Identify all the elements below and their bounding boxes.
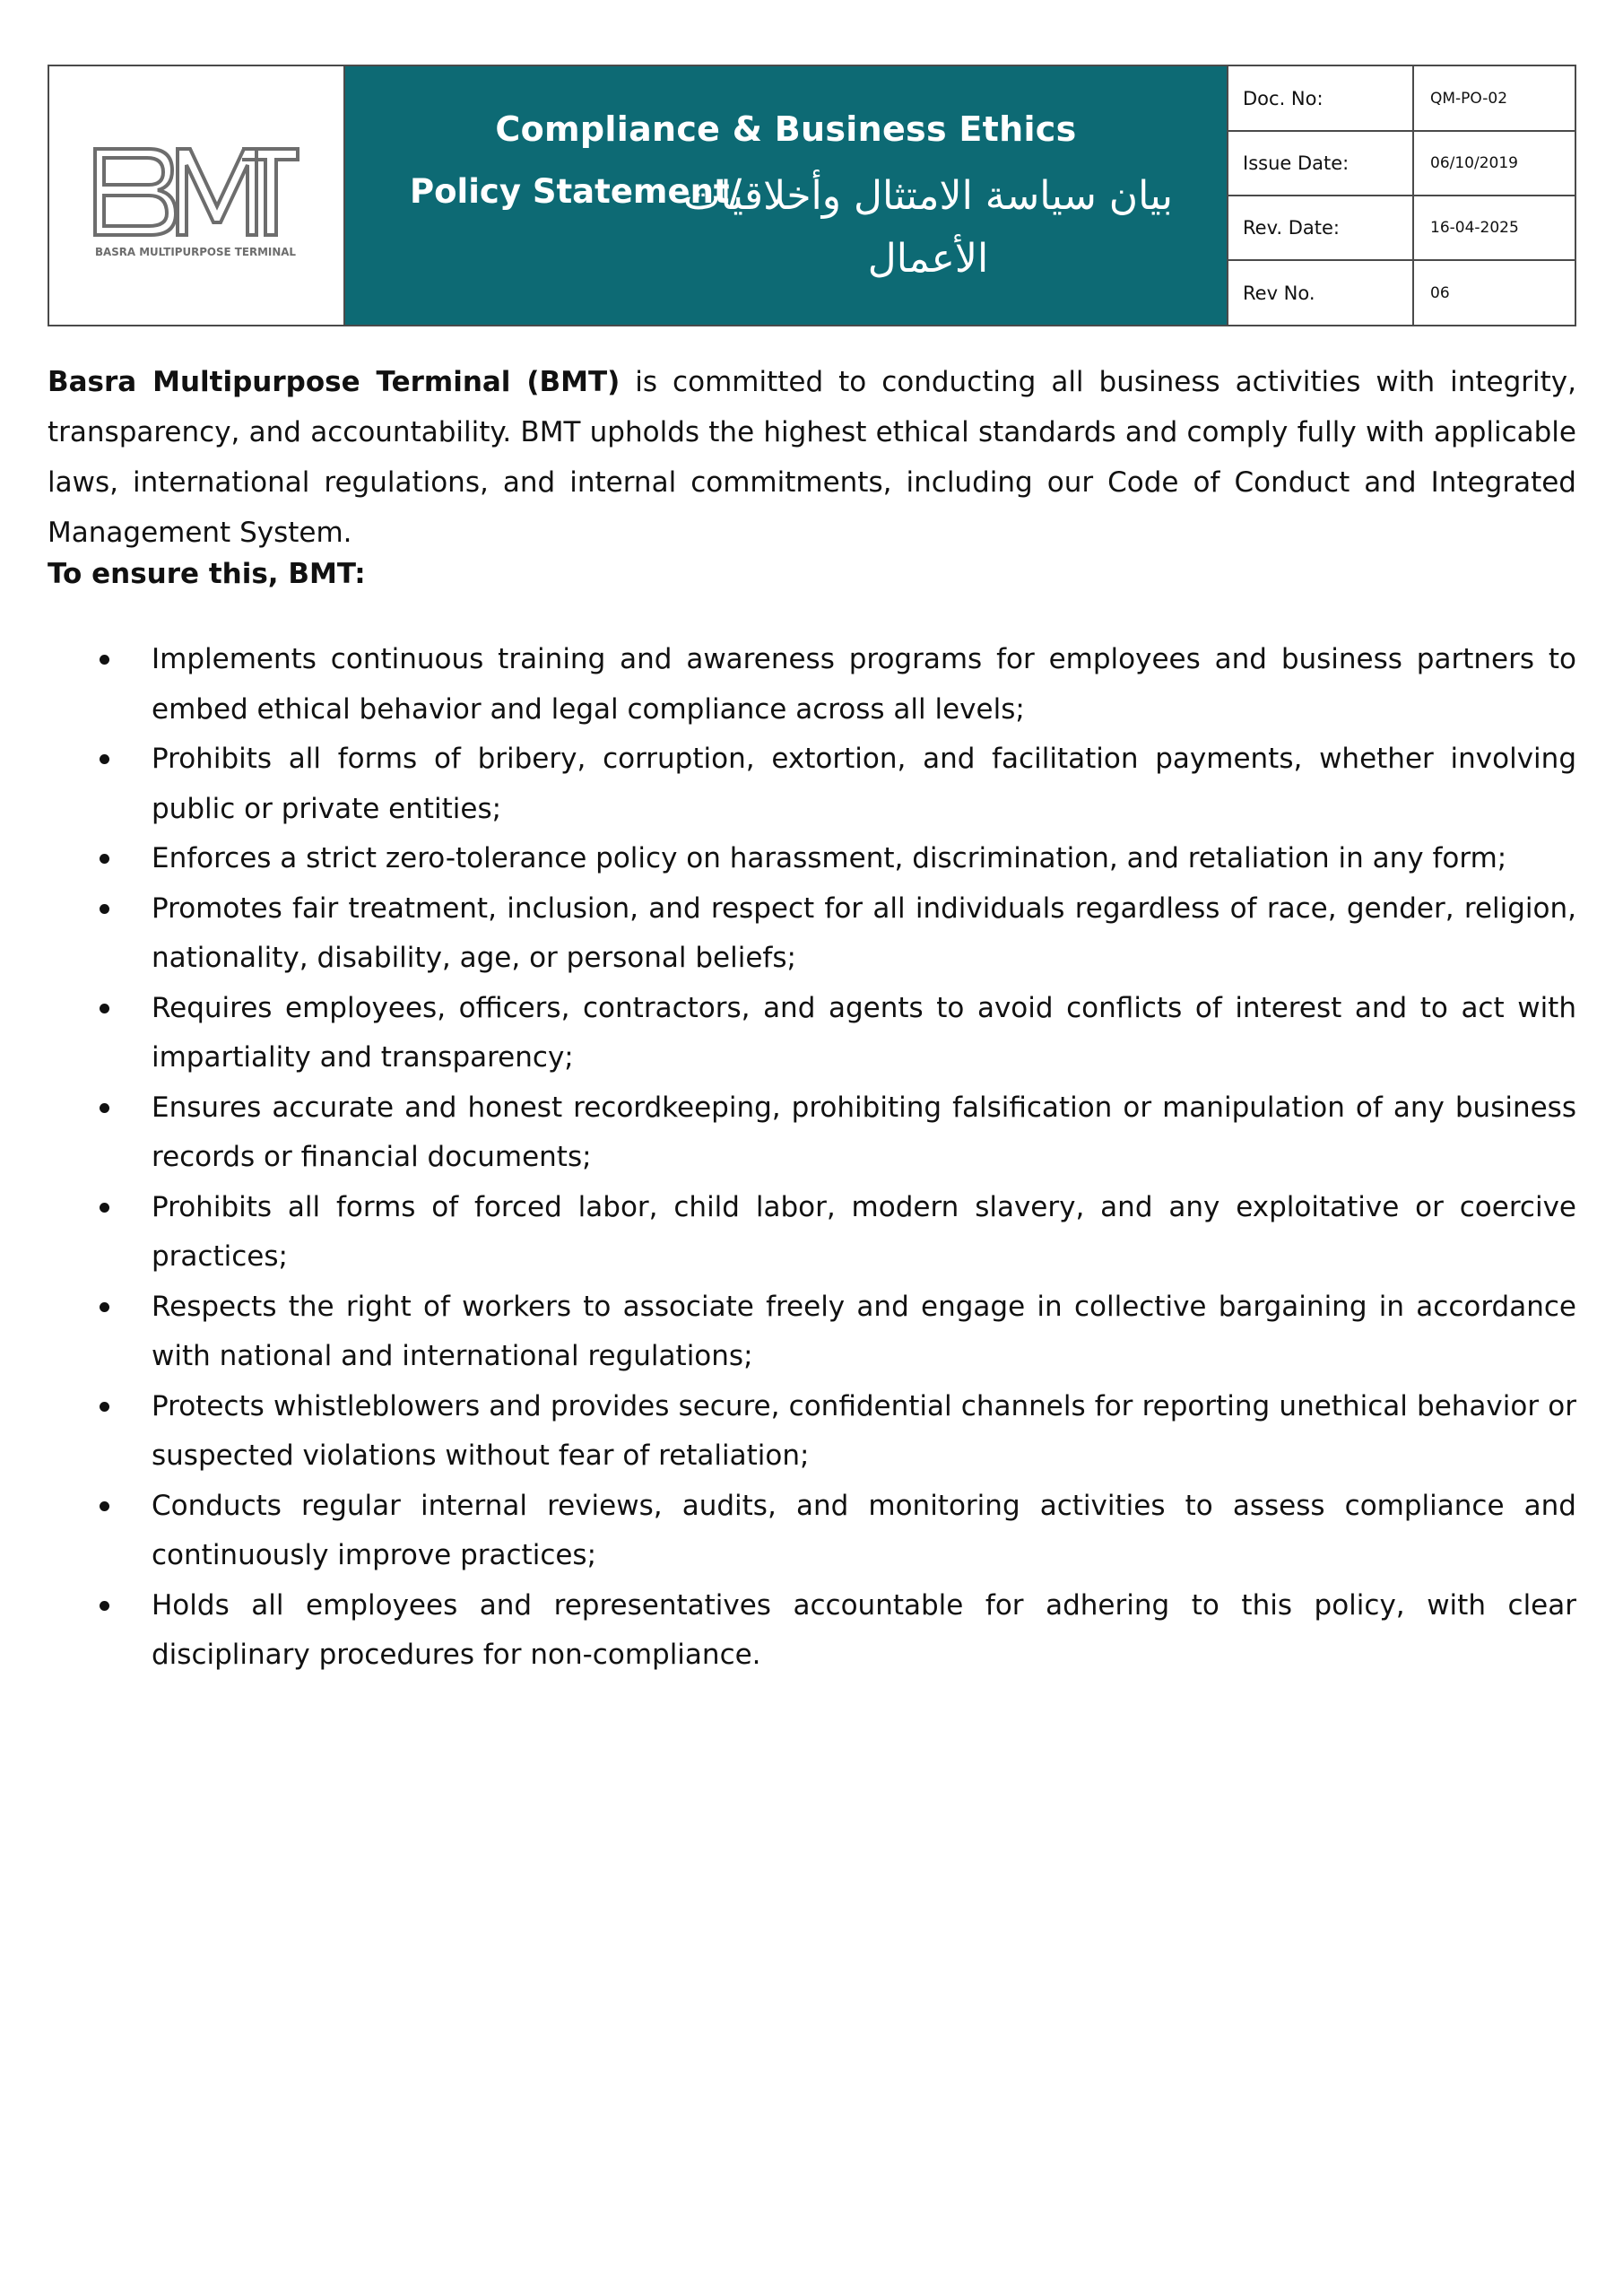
list-item <box>48 1283 1576 1382</box>
document-header <box>48 65 1576 326</box>
document-meta <box>1227 66 1575 325</box>
policy-subtitle: Policy Statement/ <box>410 172 742 211</box>
policy-title: Compliance & Business Ethics <box>495 109 1077 149</box>
list-item-text: Requires employees, officers, contractors, and agents to avoid conflicts of interest and to act with impartiality and transparency; <box>152 991 1576 1074</box>
intro-text: is committed to conducting all business activities with integrity, transparency, and accountability. BMT upholds the highest ethical standards and comply fully with applicable laws, international regulations, and internal commitments, including our Code of Conduct and Integrated Management System. <box>48 366 1576 549</box>
meta-row-rev-no <box>1228 260 1575 325</box>
bullet-icon <box>100 1302 109 1312</box>
logo-subtitle: BASRA MULTIPURPOSE TERMINAL <box>95 245 297 258</box>
title-cell <box>345 66 1227 325</box>
list-item <box>48 1482 1576 1581</box>
bullet-icon <box>100 1402 109 1412</box>
bullet-icon <box>100 1103 109 1113</box>
list-item <box>48 984 1576 1083</box>
meta-value: 06/10/2019 <box>1413 131 1575 196</box>
intro-paragraph <box>48 357 1576 558</box>
list-item-text: Protects whistleblowers and provides secure, confidential channels for reporting unethical behavior or suspected violations without fear of retaliation; <box>152 1389 1576 1472</box>
list-item <box>48 884 1576 984</box>
list-item-text: Prohibits all forms of bribery, corruption, extortion, and facilitation payments, whether involving public or private entities; <box>152 743 1576 825</box>
list-item <box>48 735 1576 834</box>
meta-value: 06 <box>1430 283 1450 302</box>
meta-row-issue-date <box>1228 131 1575 196</box>
list-item-text: Promotes fair treatment, inclusion, and respect for all individuals regardless of race, gender, religion, nationality, disability, age, or personal beliefs; <box>152 891 1576 974</box>
list-item <box>48 834 1576 884</box>
bullet-icon <box>100 1601 109 1611</box>
meta-value: 16-04-2025 <box>1413 196 1575 260</box>
list-item-text: Conducts regular internal reviews, audits, and monitoring activities to assess compliance and continuously improve practices; <box>152 1489 1576 1571</box>
list-item <box>48 1581 1576 1681</box>
meta-row-doc-no <box>1228 66 1575 131</box>
list-item-text: Enforces a strict zero-tolerance policy on harassment, discrimination, and retaliation in any form; <box>152 842 1507 874</box>
meta-label: Doc. No: <box>1228 66 1413 131</box>
list-item <box>48 1382 1576 1482</box>
bullet-icon <box>100 754 109 764</box>
bullet-icon <box>100 655 109 665</box>
commitments-list <box>48 635 1576 1681</box>
list-item-text: Ensures accurate and honest recordkeeping, prohibiting falsification or manipulation of any business records or financial documents; <box>152 1091 1576 1173</box>
bullet-icon <box>100 1501 109 1511</box>
list-item-text: Respects the right of workers to associate freely and engage in collective bargaining in accordance with national and international regulations; <box>152 1290 1576 1372</box>
list-item <box>48 1083 1576 1183</box>
ensure-heading: To ensure this, BMT: <box>48 558 366 590</box>
meta-row-rev-date <box>1228 196 1575 260</box>
company-name: Basra Multipurpose Terminal (BMT) <box>48 366 621 398</box>
bullet-icon <box>100 904 109 914</box>
list-item-text: Implements continuous training and awareness programs for employees and business partners to embed ethical behavior and legal compliance across all levels; <box>152 643 1576 726</box>
list-item-text: Prohibits all forms of forced labor, child labor, modern slavery, and any exploitative or coercive practices; <box>152 1190 1576 1273</box>
list-item <box>48 635 1576 735</box>
meta-value: QM-PO-02 <box>1413 66 1575 131</box>
meta-table <box>1228 66 1575 325</box>
list-item <box>48 1183 1576 1283</box>
bullet-icon <box>100 1004 109 1013</box>
logo-cell <box>49 66 345 325</box>
logo-text: BMT <box>84 124 87 125</box>
meta-label: Issue Date: <box>1228 131 1413 196</box>
bullet-icon <box>100 1203 109 1213</box>
bullet-icon <box>100 854 109 864</box>
list-item-text: Holds all employees and representatives accountable for adhering to this policy, with clear disciplinary procedures for non-compliance. <box>152 1588 1576 1671</box>
meta-label: Rev No. <box>1228 260 1413 325</box>
bmt-logo <box>84 124 308 267</box>
meta-label: Rev. Date: <box>1228 196 1413 260</box>
policy-title-arabic: بيان سياسة الامتثال وأخلاقيات الأعمال <box>682 173 1174 282</box>
